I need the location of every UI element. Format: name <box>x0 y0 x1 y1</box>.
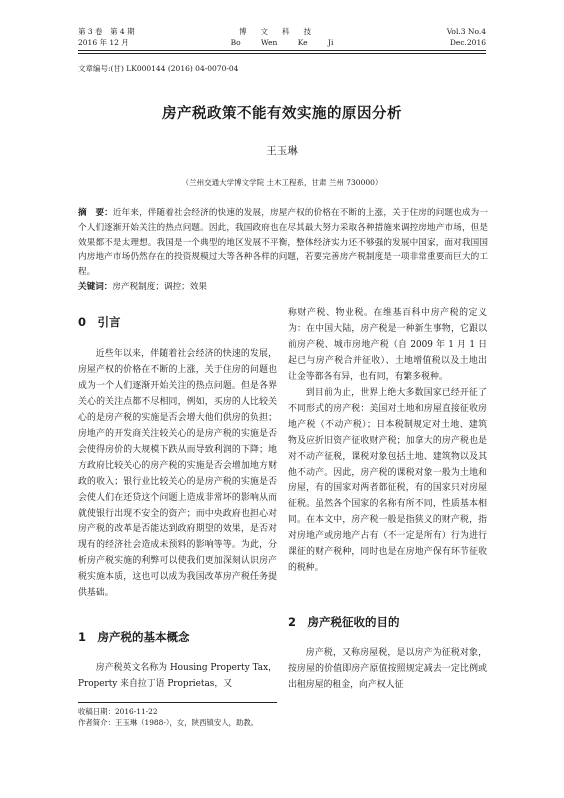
section-heading-2: 2 房产税征收的目的 <box>288 615 400 629</box>
header-rule-thick <box>78 50 486 51</box>
volume-info: Vol.3 No.4 <box>446 27 486 36</box>
right-column-top <box>288 306 487 577</box>
issue-date-en: Dec.2016 <box>449 38 486 47</box>
header-rule-thin <box>78 53 486 54</box>
journal-name-pinyin: Bo Wen Ke Ji <box>230 38 334 47</box>
issue-date: 2016 年 12 月 <box>78 38 129 47</box>
article-number: 文章编号:(甘) LK000144 (2016) 04-0070-04 <box>78 64 239 73</box>
paper-title: 房产税政策不能有效实施的原因分析 <box>162 106 402 122</box>
purpose-paragraph: 房产税，又称房屋税，是以房产为征税对象，按房屋的价值即房产原值按照规定减去一定比例或出租房屋的租金，向产权人征 <box>288 648 487 690</box>
issue-info: 第 3 卷 第 4 期 <box>78 27 135 36</box>
keywords-label: 关键词： <box>78 282 113 292</box>
concept-paragraph: 房产税英文名称为 Housing Property Tax，Property 来自拉丁语 Proprietas，又 <box>78 663 277 689</box>
abstract-text: 近年来，伴随着社会经济的快速的发展，房屋产权的价格在不断的上涨，关于住房的问题也成为一个人们逐渐开始关注的热点问题。因此，我国政府也在尽其最大努力采取各种措施来调控房地产市场，但是效果都不是太理想。我国是一个典型的地区发展不平衡，整体经济实力还不够强的发展中国家，面对我国国内房地产市场仍然存在的投资规模过大等各种各样的问题，若要完善房产税制度是一项非常重要而巨大的工程。 <box>78 208 488 278</box>
left-column-concept <box>78 661 277 693</box>
left-column-intro <box>78 347 277 602</box>
author-name: 王玉琳 <box>266 145 298 157</box>
footnote-author-bio: 作者简介：王玉琳（1988-），女，陕西镇安人，助教。 <box>78 718 259 727</box>
footnote-received: 收稿日期：2016-11-22 <box>78 707 158 716</box>
section-heading-0: 0 引言 <box>78 315 121 329</box>
running-header <box>78 26 486 56</box>
journal-name-cn: 博文科技 <box>239 27 325 36</box>
abstract <box>78 206 488 280</box>
right-column-purpose <box>288 646 487 694</box>
abstract-label: 摘 要： <box>78 208 113 218</box>
keywords-text: 房产税制度；调控；效果 <box>112 282 207 292</box>
concept-paragraph-continued: 称财产税、物业税。在维基百科中房产税的定义为：在中国大陆，房产税是一种新生事物，它跟以前房产税、城市房地产税（自 2009 年 1 月 1 日起已与房产税合并征收）、土地增值税以及土地出让金等都各有异，也有同，有繁多税种。 <box>288 308 487 382</box>
keywords <box>78 280 488 294</box>
author-affiliation: （兰州交通大学博文学院 土木工程系，甘肃 兰州 730000） <box>181 178 383 187</box>
section-heading-1: 1 房产税的基本概念 <box>78 630 190 644</box>
intro-paragraph: 近些年以来，伴随着社会经济的快速的发展，房屋产权的价格在不断的上涨，关于住房的问题也成为一个人们逐渐开始关注的热点问题。但是各界关心的关注点都不尽相同，例如，买房的人比较关心的是房产税的实施是否会增大他们供房的负担；房地产的开发商关注较关心的是房产税的实施是否会使得房价的大规模下跌从而导致利润的下降；地方政府比较关心的房产税的实施是否会增加地方财政的收入；银行业比较关心的是房产税的实施是否会使人们在还贷这个问题上造成非常坏的影响从而就使银行出现不安全的资产；而中央政府也担心对房产税的改革是否能达到政府期望的效果，是否对现有的经济社会造成未预料的影响等等。为此，分析房产税实施的利弊可以使我们更加深刻认识房产税实施本质，这也可以成为我国改革房产税任务提供基础。 <box>78 349 277 599</box>
footnote-rule <box>78 702 277 703</box>
world-tax-paragraph: 到目前为止，世界上绝大多数国家已经开征了不同形式的房产税：美国对土地和房屋直接征收房地产税（不动产税）；日本税制规定对土地、建筑物及应折旧资产征收财产税；加拿大的房产税也是对不动产征税，课税对象包括土地、建筑物以及其他不动产。因此，房产税的课税对象一般为土地和房屋，有的国家对两者都征税，有的国家只对房屋征税。虽然各个国家的名称有所不同，性质基本相同。在本文中，房产税一般是指狭义的财产税，指对房地产或房地产占有（不一定是所有）行为进行课征的财产税种，同时也是在房地产保有环节征收的税种。 <box>288 387 487 574</box>
